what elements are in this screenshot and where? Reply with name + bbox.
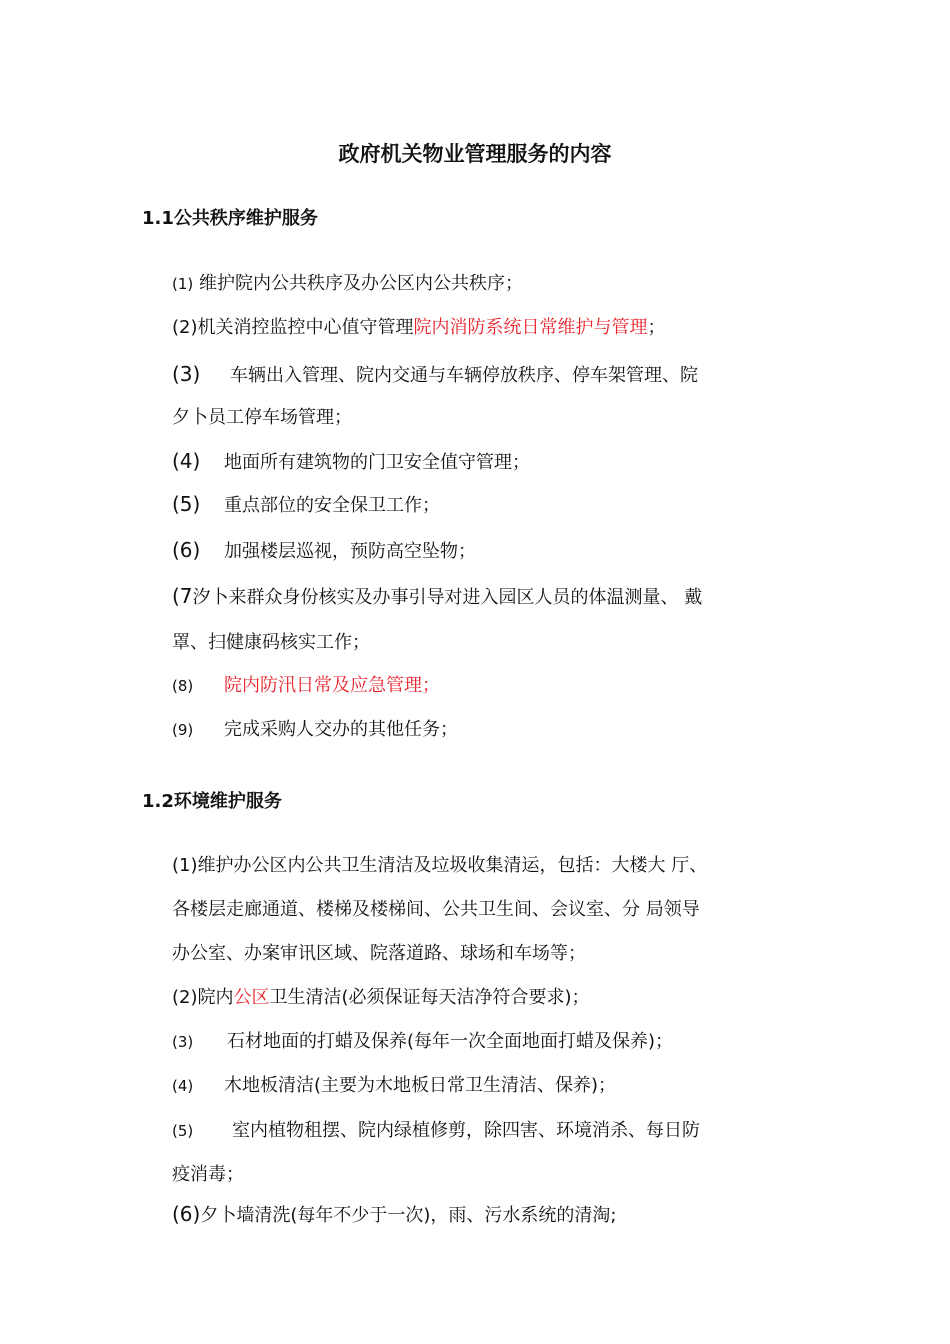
item-number: (7 — [172, 584, 193, 608]
list-item — [172, 985, 590, 1011]
item-text: 重点部位的安全保卫工作； — [224, 495, 440, 516]
list-item-continuation: 办公室、办案审讯区域、院落道路、球场和车场等； — [172, 943, 586, 964]
item-text-prefix: 院内 — [197, 987, 234, 1008]
item-number: (4) — [172, 449, 201, 473]
item-number: (5) — [172, 492, 201, 516]
list-item — [172, 315, 666, 341]
list-item — [172, 583, 702, 611]
list-item — [172, 1073, 616, 1099]
item-number: (5) — [172, 1122, 194, 1140]
list-item — [172, 717, 458, 743]
item-text: 室内植物租摆、院内绿植修剪，除四害、环境消杀、每日防 — [232, 1120, 700, 1141]
item-number: (6) — [172, 1202, 201, 1226]
list-item-continuation: 疫消毒； — [172, 1164, 244, 1185]
item-text: 地面所有建筑物的门卫安全值守管理； — [224, 452, 530, 473]
list-item — [172, 271, 523, 297]
item-number: (1) — [172, 855, 198, 876]
item-number: (3) — [172, 1033, 194, 1051]
item-text-tail: ； — [647, 317, 666, 338]
list-item-continuation: 罩、扫健康码核实工作； — [172, 632, 370, 653]
item-text: 石材地面的打蜡及保养(每年一次全面地面打蜡及保养)； — [227, 1031, 674, 1052]
item-number: (1) — [172, 275, 194, 293]
item-text: 木地板清洁(主要为木地板日常卫生清洁、保养)； — [224, 1075, 617, 1096]
item-text: 车辆出入管理、院内交通与车辆停放秩序、停车架管理、院 — [230, 365, 698, 386]
item-number: (3) — [172, 362, 201, 386]
item-text-highlight: 院内防汛日常及应急管理； — [224, 675, 440, 696]
item-number: (2) — [172, 317, 198, 338]
item-number: (8) — [172, 677, 194, 695]
item-text: 卫生清洁(必须保证每天洁净符合要求)； — [269, 987, 590, 1008]
item-text: 完成采购人交办的其他任务； — [224, 719, 458, 740]
item-number: (9) — [172, 721, 194, 739]
list-item — [172, 673, 440, 699]
item-text: 机关消控监控中心值守管理 — [197, 317, 414, 338]
item-number: (2) — [172, 987, 198, 1008]
document-title: 政府机关物业管理服务的内容 — [338, 142, 612, 166]
item-text: 维护办公区内公共卫生清洁及垃圾收集清运，包括：大楼大 厅、 — [197, 855, 708, 876]
list-item-continuation: 夕卜员工停车场管理； — [172, 407, 352, 428]
item-text: 汐卜来群众身份核实及办事引导对进入园区人员的体温测量、 戴 — [192, 587, 703, 608]
list-item — [172, 1118, 700, 1144]
section-heading-1-1: 1.1公共秩序维护服务 — [142, 208, 318, 229]
list-item — [172, 1201, 616, 1229]
item-text: 加强楼层巡视，预防高空坠物； — [224, 541, 476, 562]
list-item — [172, 361, 698, 389]
list-item — [172, 537, 476, 565]
list-item — [172, 1029, 673, 1055]
item-text-highlight: 公区 — [233, 987, 270, 1008]
list-item-continuation: 各楼层走廊通道、楼梯及楼梯间、公共卫生间、会议室、分 局领导 — [172, 899, 700, 920]
list-item — [172, 491, 440, 519]
list-item — [172, 448, 530, 476]
item-text: 维护院内公共秩序及办公区内公共秩序； — [193, 273, 523, 294]
item-number: (6) — [172, 538, 201, 562]
item-number: (4) — [172, 1077, 194, 1095]
item-text-highlight: 院内消防系统日常维护与管理 — [413, 317, 648, 338]
item-text: 夕卜墙清洗(每年不少于一次)，雨、污水系统的清淘; — [200, 1205, 617, 1226]
section-heading-1-2: 1.2环境维护服务 — [142, 791, 282, 812]
list-item — [172, 853, 707, 879]
